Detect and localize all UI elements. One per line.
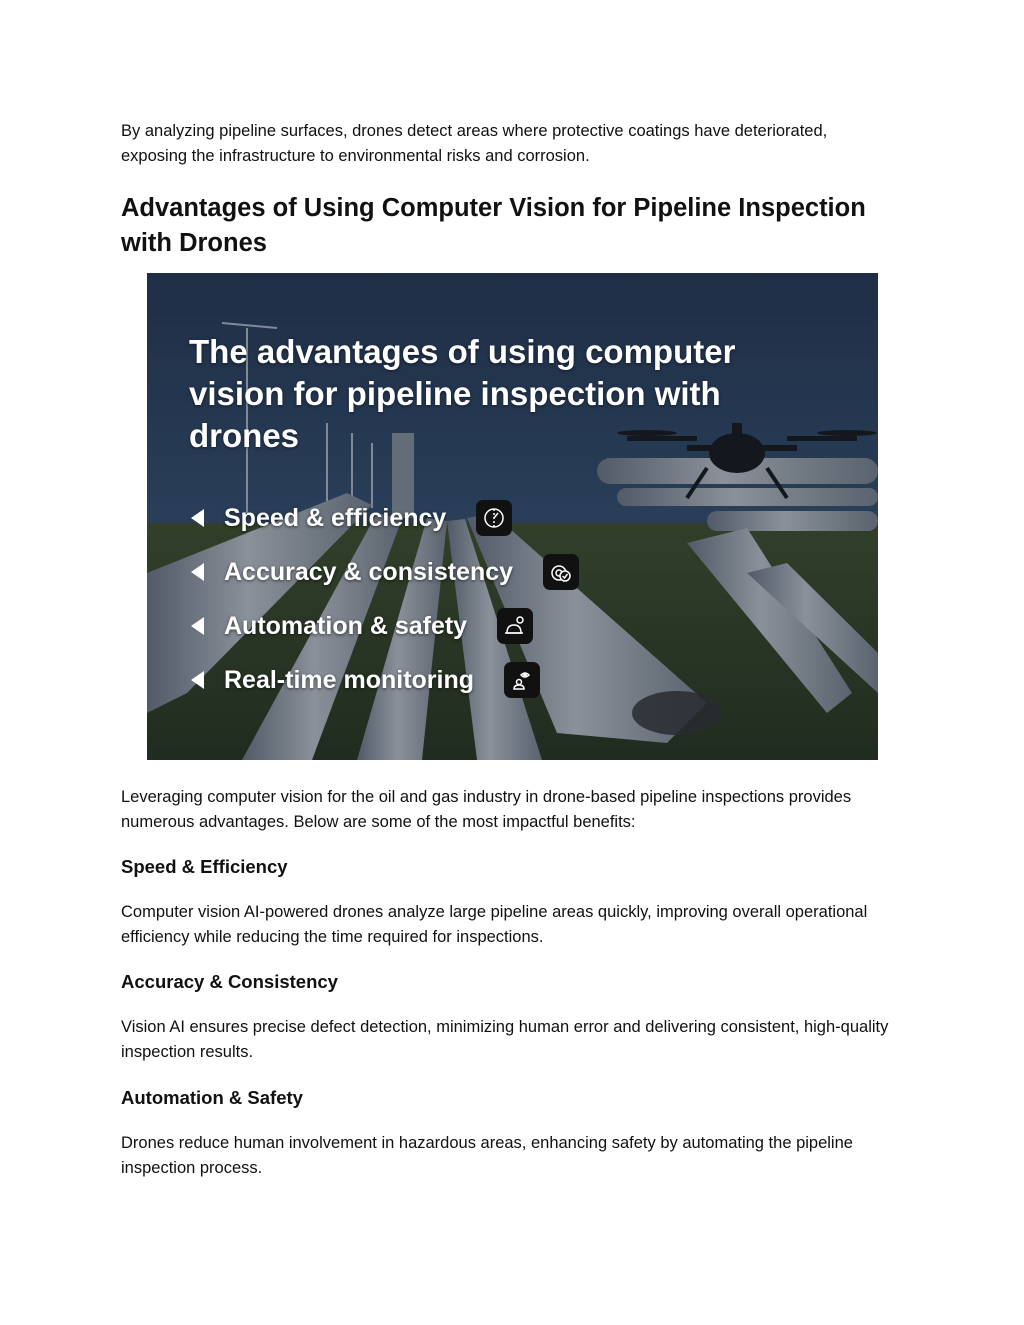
- target-check-icon: [543, 554, 579, 590]
- accuracy-consistency-paragraph: Vision AI ensures precise defect detection, minimizing human error and delivering consistent, high-quality inspection results.: [121, 1018, 889, 1061]
- bullet-arrow-icon: [191, 671, 204, 689]
- banner-item-label: Speed & efficiency: [224, 503, 447, 532]
- banner-item-label: Automation & safety: [224, 611, 468, 640]
- banner-item-label: Accuracy & consistency: [224, 557, 514, 586]
- bullet-arrow-icon: [191, 563, 204, 581]
- bullet-arrow-icon: [191, 617, 204, 635]
- accuracy-consistency-heading: Accuracy & Consistency: [121, 971, 338, 992]
- banner-benefit-list: [191, 491, 579, 707]
- automation-safety-heading: Automation & Safety: [121, 1087, 303, 1108]
- eye-monitor-icon: [504, 662, 540, 698]
- automation-safety-paragraph: Drones reduce human involvement in hazardous areas, enhancing safety by automating the pipeline inspection process.: [121, 1134, 853, 1177]
- speed-efficiency-heading: Speed & Efficiency: [121, 856, 288, 877]
- section-heading: Advantages of Using Computer Vision for Pipeline Inspection with Drones: [121, 194, 866, 257]
- banner-item-automation: [191, 599, 579, 653]
- banner-item-monitoring: [191, 653, 579, 707]
- leveraging-paragraph: Leveraging computer vision for the oil and gas industry in drone-based pipeline inspections provides numerous advantages. Below are some of the most impactful benefits:: [121, 788, 852, 831]
- hardhat-gear-icon: [497, 608, 533, 644]
- bullet-arrow-icon: [191, 509, 204, 527]
- banner-item-label: Real-time monitoring: [224, 665, 475, 694]
- banner-image: [147, 273, 878, 760]
- banner-item-speed: [191, 491, 579, 545]
- banner-title: The advantages of using computer vision for pipeline inspection with drones: [189, 333, 736, 454]
- speed-efficiency-paragraph: Computer vision AI-powered drones analyze large pipeline areas quickly, improving overall operational efficiency while reducing the time required for inspections.: [121, 903, 868, 946]
- banner-item-accuracy: [191, 545, 579, 599]
- intro-paragraph: By analyzing pipeline surfaces, drones detect areas where protective coatings have deteriorated, exposing the infrastructure to environmental risks and corrosion.: [121, 122, 828, 165]
- speed-gauge-icon: [476, 500, 512, 536]
